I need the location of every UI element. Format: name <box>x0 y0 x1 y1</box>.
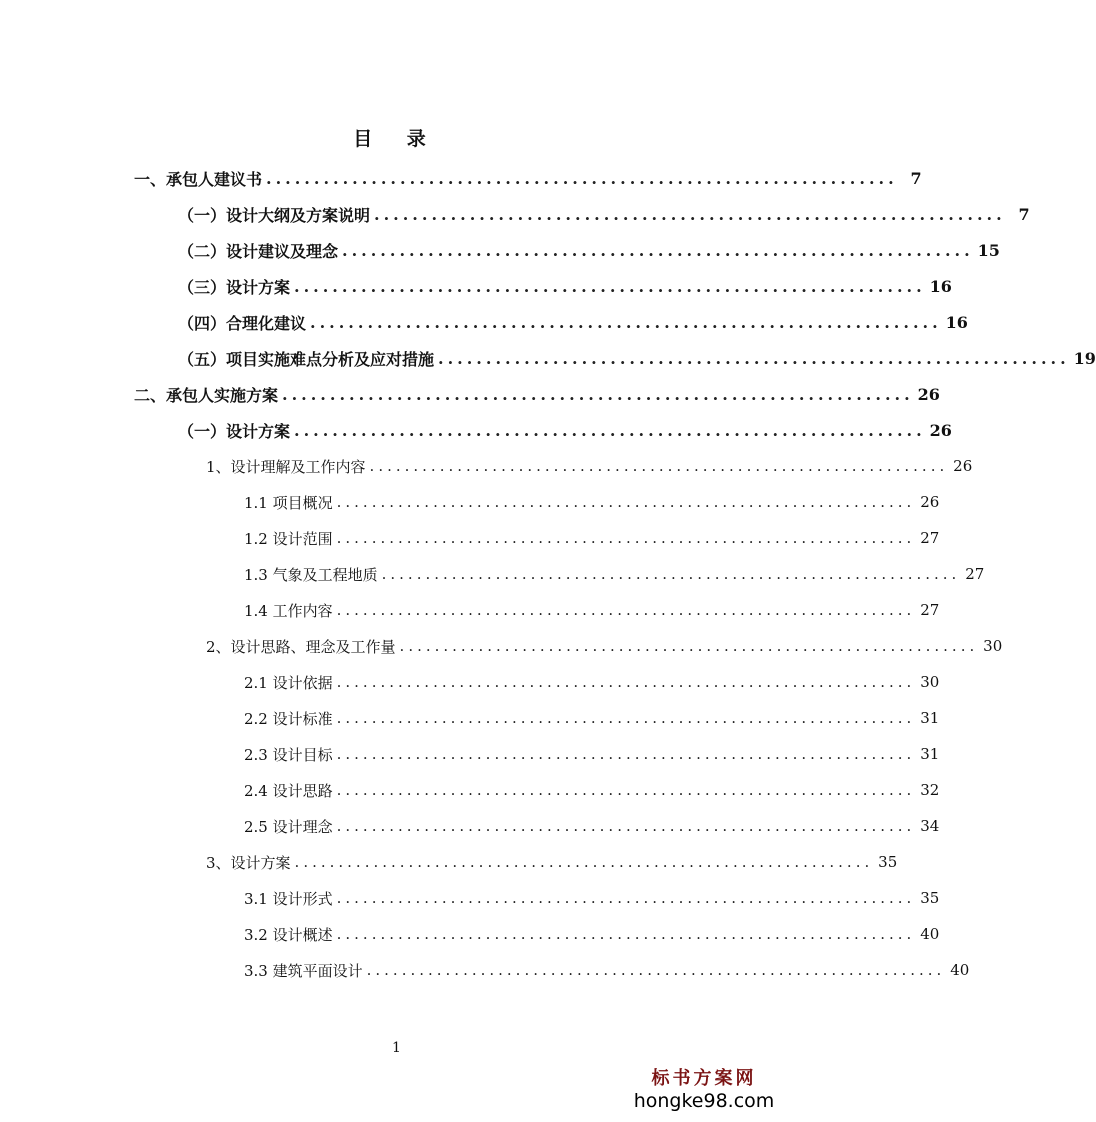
toc-dot-leader: .................................................................. <box>310 312 942 332</box>
toc-entry[interactable] <box>244 916 940 952</box>
toc-entry-label: （一）设计方案 <box>178 421 291 441</box>
toc-entry-label: 1.3 气象及工程地质 <box>244 565 378 584</box>
toc-entry[interactable] <box>244 880 940 916</box>
toc-entry-label: 2.4 设计思路 <box>244 781 333 800</box>
toc-dot-leader: .................................................................. <box>438 348 1070 368</box>
toc-entry-page: 7 <box>1018 204 1030 224</box>
toc-entry[interactable] <box>178 412 952 448</box>
site-watermark <box>629 1064 779 1112</box>
toc-entry-page: 27 <box>920 529 940 547</box>
toc-entry-page: 35 <box>878 853 898 871</box>
toc-entry[interactable] <box>206 844 898 880</box>
toc-dot-leader: .................................................................. <box>366 961 946 979</box>
watermark-url: hongke98.com <box>633 1090 775 1112</box>
toc-entry-page: 40 <box>950 961 970 979</box>
page-number: 1 <box>392 1040 401 1056</box>
toc-dot-leader: .................................................................. <box>336 601 916 619</box>
toc-dot-leader: .................................................................. <box>336 745 916 763</box>
toc-entry[interactable] <box>244 592 940 628</box>
toc-entry-page: 35 <box>920 889 940 907</box>
toc-entry[interactable] <box>244 700 940 736</box>
toc-entry-label: 1.2 设计范围 <box>244 529 333 548</box>
toc-dot-leader: .................................................................. <box>336 817 916 835</box>
toc-entry[interactable] <box>206 448 973 484</box>
toc-entry[interactable] <box>178 340 1096 376</box>
toc-entry-page: 30 <box>983 637 1003 655</box>
toc-entry-page: 16 <box>945 312 968 332</box>
toc-entry[interactable] <box>244 808 940 844</box>
toc-entry-page: 31 <box>920 745 940 763</box>
toc-entry-page: 26 <box>953 457 973 475</box>
toc-entry-label: （一）设计大纲及方案说明 <box>178 205 371 225</box>
toc-entry-page: 27 <box>965 565 985 583</box>
toc-entry-label: 2、设计思路、理念及工作量 <box>206 637 396 656</box>
toc-entry[interactable] <box>178 304 968 340</box>
toc-entry-label: （二）设计建议及理念 <box>178 241 339 261</box>
toc-entry-page: 26 <box>929 420 952 440</box>
toc-entry-page: 26 <box>917 384 940 404</box>
toc-dot-leader: .................................................................. <box>266 168 898 188</box>
toc-entry-page: 34 <box>920 817 940 835</box>
toc-entry-label: 1、设计理解及工作内容 <box>206 457 366 476</box>
toc-entry[interactable] <box>178 232 1000 268</box>
toc-entry-label: 3.3 建筑平面设计 <box>244 961 363 980</box>
watermark-logo-text: 标书方案网 <box>651 1068 757 1089</box>
toc-dot-leader: .................................................................. <box>336 781 916 799</box>
toc-entry-label: 一、承包人建议书 <box>134 169 263 189</box>
toc-entry-page: 31 <box>920 709 940 727</box>
toc-entry-label: 3.2 设计概述 <box>244 925 333 944</box>
toc-entry-page: 15 <box>977 240 1000 260</box>
toc-dot-leader: .................................................................. <box>336 529 916 547</box>
toc-dot-leader: .................................................................. <box>336 925 916 943</box>
toc-entry[interactable] <box>244 664 940 700</box>
toc-entry-page: 30 <box>920 673 940 691</box>
toc-entry-label: 1.1 项目概况 <box>244 493 333 512</box>
toc-dot-leader: .................................................................. <box>342 240 974 260</box>
toc-entry-label: 2.3 设计目标 <box>244 745 333 764</box>
toc-entry[interactable] <box>134 376 940 412</box>
toc-entry-page: 32 <box>920 781 940 799</box>
toc-title: 目 录 <box>353 128 440 150</box>
toc-entry-label: 3、设计方案 <box>206 853 291 872</box>
toc-dot-leader: .................................................................. <box>374 204 1006 224</box>
toc-entry-label: 1.4 工作内容 <box>244 601 333 620</box>
toc-entry[interactable] <box>244 484 940 520</box>
toc-dot-leader: .................................................................. <box>282 384 914 404</box>
toc-entry[interactable] <box>178 196 1030 232</box>
toc-entry-label: 3.1 设计形式 <box>244 889 333 908</box>
toc-entry[interactable] <box>206 628 1003 664</box>
toc-dot-leader: .................................................................. <box>336 493 916 511</box>
toc-entry-label: 2.5 设计理念 <box>244 817 333 836</box>
toc-entry[interactable] <box>244 952 970 988</box>
toc-entry-label: （五）项目实施难点分析及应对措施 <box>178 349 435 369</box>
toc-entry-page: 27 <box>920 601 940 619</box>
toc-dot-leader: .................................................................. <box>336 673 916 691</box>
toc-entry-label: （三）设计方案 <box>178 277 291 297</box>
toc-entry-page: 19 <box>1073 348 1096 368</box>
toc-dot-leader: .................................................................. <box>294 420 926 440</box>
toc-dot-leader: .................................................................. <box>381 565 961 583</box>
toc-entry[interactable] <box>244 556 985 592</box>
toc-entry[interactable] <box>244 736 940 772</box>
toc-dot-leader: .................................................................. <box>399 637 979 655</box>
toc-dot-leader: .................................................................. <box>369 457 949 475</box>
toc-entry[interactable] <box>134 160 922 196</box>
toc-dot-leader: .................................................................. <box>336 709 916 727</box>
toc-entry-page: 40 <box>920 925 940 943</box>
toc-entry-page: 16 <box>929 276 952 296</box>
toc-entry[interactable] <box>178 268 952 304</box>
toc-entry-label: 2.2 设计标准 <box>244 709 333 728</box>
toc-entry[interactable] <box>244 520 940 556</box>
toc-entry-label: 2.1 设计依据 <box>244 673 333 692</box>
toc-dot-leader: .................................................................. <box>336 889 916 907</box>
toc-dot-leader: .................................................................. <box>294 853 874 871</box>
toc-dot-leader: .................................................................. <box>294 276 926 296</box>
toc-entry-label: （四）合理化建议 <box>178 313 307 333</box>
toc-entry-label: 二、承包人实施方案 <box>134 385 279 405</box>
toc-entry-page: 7 <box>910 168 922 188</box>
toc-entry-page: 26 <box>920 493 940 511</box>
toc-entry[interactable] <box>244 772 940 808</box>
